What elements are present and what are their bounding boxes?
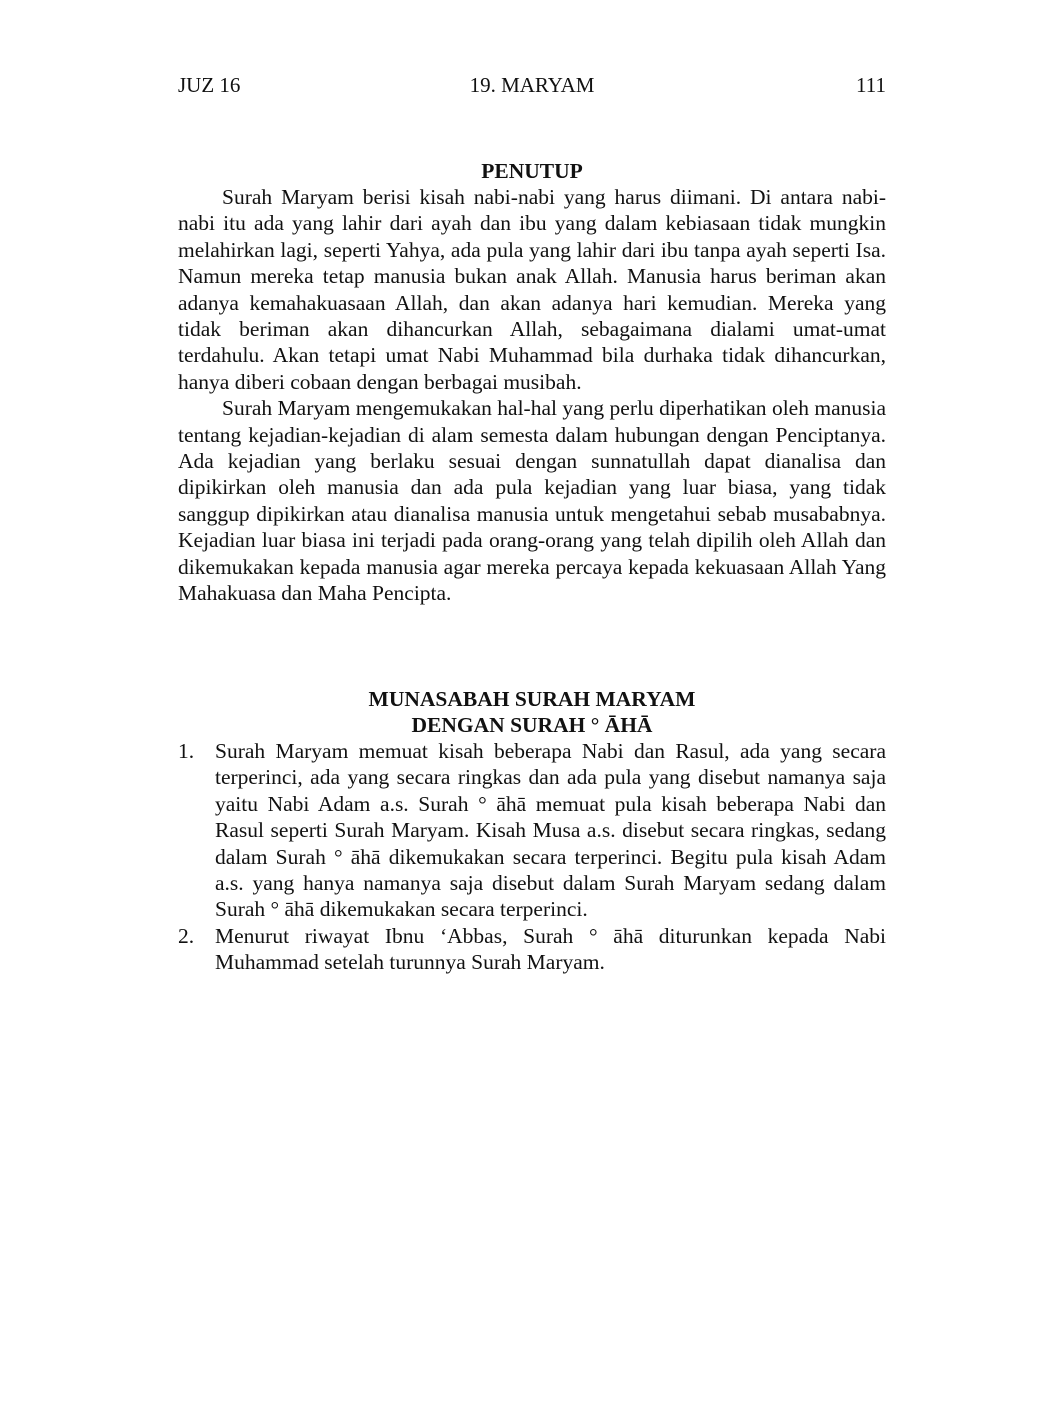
- list-item-text: Surah Maryam memuat kisah beberapa Nabi dan Rasul, ada yang secara terperinci, ada yang secara ringkas dan ada pula yang disebut namanya saja yaitu Nabi Adam a.s. Surah ° āhā memuat pula kisah beberapa Nabi dan Rasul seperti Surah Maryam. Kisah Musa a.s. disebut secara ringkas, sedang dalam Surah ° āhā dikemukakan secara terperinci. Begitu pula kisah Adam a.s. yang hanya namanya saja disebut dalam Surah Maryam sedang dalam Surah ° āhā dikemukakan secara terperinci.: [215, 739, 886, 922]
- list-item-number: 1.: [178, 739, 195, 763]
- surah-label: 19. MARYAM: [469, 73, 595, 97]
- page-number: 111: [856, 73, 886, 97]
- closing-title: PENUTUP: [481, 159, 583, 183]
- munasabah-title-line-1: MUNASABAH SURAH MARYAM: [368, 687, 696, 711]
- running-header: [178, 73, 886, 101]
- list-item: [178, 923, 886, 976]
- closing-paragraph-2: Surah Maryam mengemukakan hal-hal yang perlu diperhatikan oleh manusia tentang kejadian-kejadian di alam semesta dalam hubungan dengan Penciptanya. Ada kejadian yang berlaku sesuai dengan sunnatullah dapat dianalisa dan dipikirkan oleh manusia dan ada pula kejadian yang luar biasa, yang tidak sanggup dipikirkan atau dianalisa manusia untuk mengetahui sebab musababnya. Kejadian luar biasa ini terjadi pada orang-orang yang telah dipilih oleh Allah dan dikemukakan kepada manusia agar mereka percaya kepada kekuasaan Allah Yang Mahakuasa dan Maha Pencipta.: [178, 396, 886, 606]
- munasabah-list: [178, 738, 886, 976]
- list-item: [178, 738, 886, 923]
- munasabah-title-line-2: DENGAN SURAH ° ĀHĀ: [411, 713, 653, 737]
- closing-section: [178, 158, 886, 607]
- juz-label: JUZ 16: [178, 73, 241, 97]
- list-item-number: 2.: [178, 923, 195, 948]
- list-item-text: Menurut riwayat Ibnu ‘Abbas, Surah ° āhā diturunkan kepada Nabi Muhammad setelah turunnya Surah Maryam.: [215, 923, 886, 975]
- closing-paragraph-1: Surah Maryam berisi kisah nabi-nabi yang harus diimani. Di antara nabi-nabi itu ada yang lahir dari ayah dan ibu yang dalam kebiasaan tidak mungkin melahirkan lagi, seperti Yahya, ada pula yang lahir dari ibu tanpa ayah seperti Isa. Namun mereka tetap manusia bukan anak Allah. Manusia harus beriman akan adanya kemahakuasaan Allah, dan akan adanya hari kemudian. Mereka yang tidak beriman akan dihancurkan Allah, sebagaimana dialami umat-umat terdahulu. Akan tetapi umat Nabi Muhammad bila durhaka tidak dihancurkan, hanya diberi cobaan dengan berbagai musibah.: [178, 185, 886, 394]
- munasabah-section: [178, 686, 886, 976]
